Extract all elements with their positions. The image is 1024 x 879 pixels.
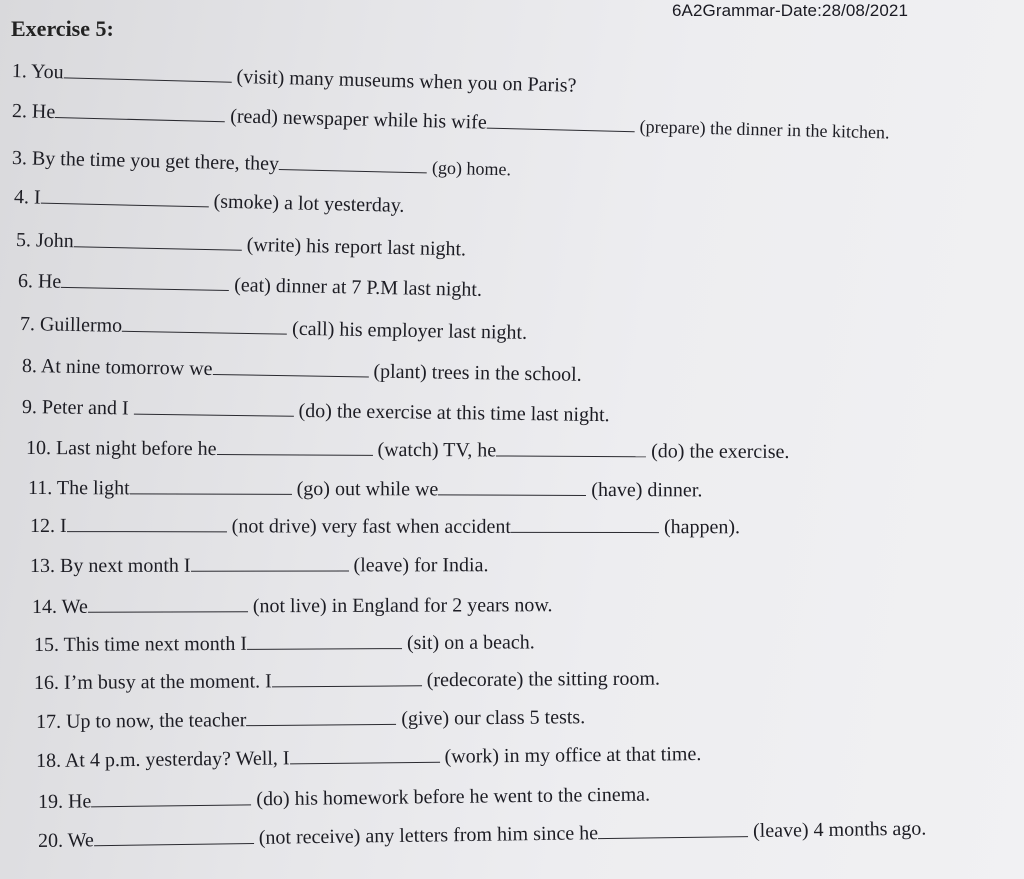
question-3 <box>12 143 512 181</box>
answer-blank[interactable] <box>598 816 748 839</box>
answer-blank[interactable] <box>191 550 349 571</box>
question-text: (smoke) a lot yesterday. <box>213 190 405 217</box>
question-7 <box>20 309 528 345</box>
question-text: (sit) on a beach. <box>406 631 535 655</box>
question-6 <box>18 266 482 302</box>
question-13 <box>30 550 489 578</box>
question-text: (plant) trees in the school. <box>373 360 582 386</box>
answer-blank[interactable] <box>91 784 251 807</box>
question-text: 19. He <box>37 790 92 813</box>
question-text: (do) the exercise. <box>651 440 790 463</box>
question-text: (do) his homework before he went to the cinema. <box>256 783 651 811</box>
question-text: (watch) TV, he <box>377 438 497 462</box>
question-text: 10. Last night before he <box>25 437 217 460</box>
question-text: (call) his employer last night. <box>291 317 528 344</box>
question-16 <box>34 664 660 695</box>
answer-blank[interactable] <box>67 511 227 532</box>
question-18 <box>36 739 702 773</box>
question-text: 15. This time next month I <box>33 632 248 656</box>
answer-blank[interactable] <box>487 108 635 133</box>
question-text: (leave) for India. <box>353 554 489 577</box>
question-text: 18. At 4 p.m. yesterday? Well, I <box>35 747 290 772</box>
question-text: 4. I <box>13 186 41 209</box>
question-text: 1. You <box>11 60 64 84</box>
question-text: 8. At nine tomorrow we <box>21 355 213 380</box>
question-17 <box>36 702 585 734</box>
question-text: 7. Guillermo <box>19 313 123 337</box>
answer-blank[interactable] <box>88 591 248 613</box>
question-text: (prepare) the dinner in the kitchen. <box>639 116 890 143</box>
answer-blank[interactable] <box>511 512 659 533</box>
answer-blank[interactable] <box>496 435 646 457</box>
question-11 <box>28 473 702 502</box>
question-text: (not drive) very fast when accident <box>231 515 512 538</box>
question-text: 12. I <box>29 515 67 538</box>
question-text: 3. By the time you get there, they <box>11 147 280 176</box>
question-12 <box>30 511 740 539</box>
answer-blank[interactable] <box>246 704 396 726</box>
question-15 <box>34 627 535 657</box>
question-text: (have) dinner. <box>591 478 703 502</box>
question-text: 13. By next month I <box>29 554 191 577</box>
answer-blank[interactable] <box>289 742 439 765</box>
question-text: (read) newspaper while his wife <box>229 105 487 134</box>
question-text: (write) his report last night. <box>246 233 467 261</box>
question-20 <box>38 814 927 853</box>
answer-blank[interactable] <box>122 311 287 335</box>
exercise-title: Exercise 5: <box>11 16 114 41</box>
question-text: 2. He <box>11 100 56 124</box>
question-text: (eat) dinner at 7 P.M last night. <box>234 274 483 301</box>
answer-blank[interactable] <box>130 473 292 495</box>
answer-blank[interactable] <box>216 434 372 456</box>
answer-blank[interactable] <box>40 183 208 208</box>
question-text: (happen). <box>663 516 741 539</box>
question-text: 6. He <box>17 270 62 293</box>
answer-blank[interactable] <box>63 57 231 82</box>
question-19 <box>38 780 650 814</box>
question-1 <box>12 56 577 98</box>
question-text: (not receive) any letters from him since he <box>258 822 599 849</box>
question-text: 20. We <box>37 829 94 852</box>
question-text: 5. John <box>15 229 74 253</box>
class-date-note: 6A2Grammar-Date:28/08/2021 <box>672 1 909 20</box>
question-text: (go) home. <box>431 157 512 180</box>
question-text: 14. We <box>31 595 88 618</box>
question-text: (redecorate) the sitting room. <box>426 667 661 692</box>
question-text: (go) out while we <box>296 477 439 501</box>
question-text: (visit) many museums when you on Paris? <box>236 65 577 97</box>
question-4 <box>14 182 405 218</box>
question-text: 17. Up to now, the teacher <box>35 709 247 733</box>
question-text: (work) in my office at that time. <box>444 743 702 768</box>
question-text: (give) our class 5 tests. <box>401 706 586 730</box>
answer-blank[interactable] <box>247 628 402 650</box>
question-14 <box>32 590 553 619</box>
question-2 <box>12 96 890 144</box>
answer-blank[interactable] <box>438 474 586 496</box>
answer-blank[interactable] <box>212 354 368 377</box>
question-text: (do) the exercise at this time last night. <box>298 399 610 427</box>
answer-blank[interactable] <box>134 394 294 417</box>
question-9 <box>22 392 610 427</box>
question-text: 16. I’m busy at the moment. I <box>33 670 272 694</box>
answer-blank[interactable] <box>94 823 254 846</box>
answer-blank[interactable] <box>61 267 229 291</box>
answer-blank[interactable] <box>74 226 242 251</box>
question-text: (not live) in England for 2 years now. <box>252 594 553 618</box>
question-text: 11. The light <box>27 477 130 500</box>
answer-blank[interactable] <box>279 149 427 173</box>
answer-blank[interactable] <box>55 97 225 122</box>
question-text: 9. Peter and I <box>21 396 129 420</box>
question-8 <box>22 351 582 387</box>
question-text: (leave) 4 months ago. <box>752 817 927 843</box>
question-10 <box>26 433 790 464</box>
question-5 <box>16 225 467 261</box>
answer-blank[interactable] <box>272 665 422 687</box>
